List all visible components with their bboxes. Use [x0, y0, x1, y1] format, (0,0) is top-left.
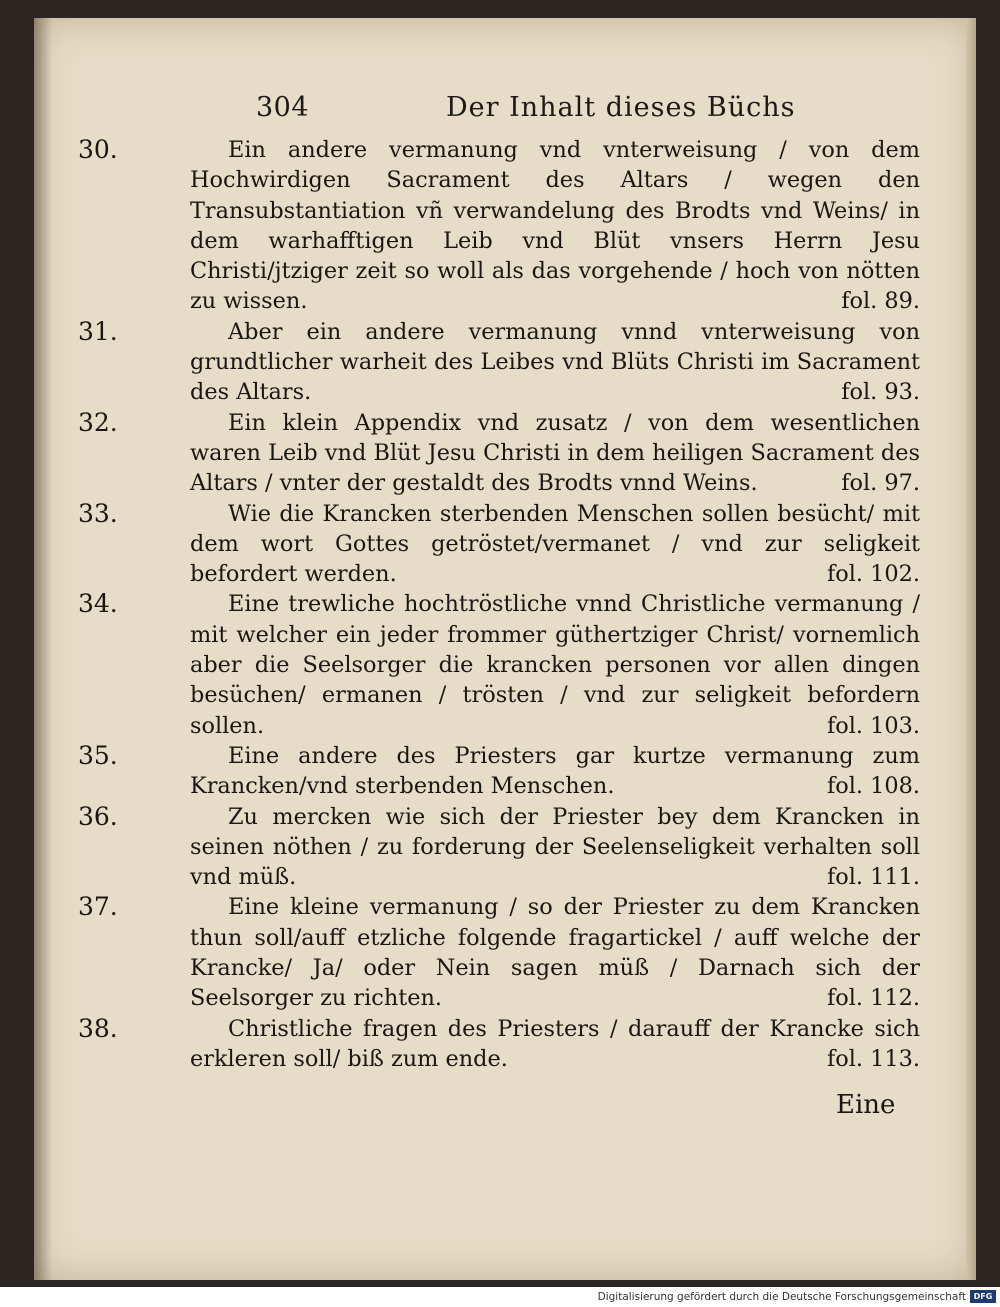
entry-fol: fol. 112.: [817, 985, 920, 1011]
entry-fol: fol. 113.: [817, 1046, 920, 1072]
toc-entry: [78, 498, 920, 590]
page-header: [256, 86, 816, 126]
page-number: 304: [256, 92, 310, 123]
toc-entry: [78, 135, 920, 317]
entry-text: Eine kleine vermanung / so der Priester zu dem Krancken thun soll/auff etzliche folgende fragartickel / auff welche der Krancke/ Ja/ oder Nein sagen müß / Darnach sich der Seelsorger zu richten.: [190, 894, 920, 1012]
entry-text: Wie die Krancken sterbenden Menschen sollen besücht/ mit dem wort Gottes getröstet/vermanet / vnd zur seligkeit befordert werden.: [190, 500, 920, 588]
entry-number: 37.: [78, 892, 118, 922]
entry-number: 38.: [78, 1013, 118, 1043]
entry-number: 34.: [78, 589, 118, 619]
toc-entry: [78, 407, 920, 499]
entry-fol: fol. 111.: [817, 864, 920, 890]
toc-entry: [78, 1013, 920, 1075]
entry-number: 36.: [78, 801, 118, 831]
entry-number: 30.: [78, 135, 118, 164]
gutter-shadow: [34, 18, 52, 1280]
entry-number: 33.: [78, 498, 118, 528]
entry-text: Aber ein andere vermanung vnnd vnterweisung von grundtlicher warheit des Leibes vnd Blüts Christi im Sacrament des Altars.: [190, 318, 920, 406]
entry-text: Zu mercken wie sich der Priester bey dem Krancken in seinen nöthen / zu forderung der Seelenseligkeit verhalten soll vnd müß.: [190, 803, 920, 891]
toc-entry: [78, 316, 920, 408]
entry-text: Ein andere vermanung vnd vnterweisung / von dem Hochwirdigen Sacrament des Altars / wegen den Transubstantiation vñ verwandelung des Brodts vnd Weins/ in dem warhafftigen Leib vnd Blüt vnsers Herrn Jesu Christi/jtziger zeit so woll als das vorgehende / hoch von nötten zu wissen.: [190, 137, 920, 315]
entry-number: 31.: [78, 316, 118, 346]
toc-entry: [78, 589, 920, 740]
page-edge: [966, 18, 976, 1280]
entry-fol: fol. 97.: [831, 470, 920, 496]
entry-fol: fol. 108.: [817, 773, 920, 799]
entry-text: Ein klein Appendix vnd zusatz / von dem wesentlichen waren Leib vnd Blüt Jesu Christi in dem heiligen Sacrament des Altars / vnter der gestaldt des Brodts vnnd Weins.: [190, 409, 920, 497]
running-title: Der Inhalt dieses Büchs: [446, 92, 796, 123]
entry-fol: fol. 93.: [831, 379, 920, 405]
catchword: Eine: [836, 1090, 896, 1120]
footer-credit: Digitalisierung gefördert durch die Deutsche Forschungsgemeinschaft: [597, 1291, 966, 1303]
entry-text: Eine andere des Priesters gar kurtze vermanung zum Krancken/vnd sterbenden Menschen.: [190, 742, 920, 800]
entry-text: Eine trewliche hochtröstliche vnnd Christliche vermanung / mit welcher ein jeder frommer güthertziger Christ/ vornemlich aber die Seelsorger die krancken personen vor allen dingen besüchen/ ermanen / trösten / vnd zur seligkeit befordern sollen.: [190, 591, 920, 739]
entry-fol: fol. 102.: [817, 561, 920, 587]
table-of-contents: [78, 135, 920, 1074]
entry-fol: fol. 89.: [831, 288, 920, 314]
toc-entry: [78, 740, 920, 802]
entry-text: Christliche fragen des Priesters / darauff der Krancke sich erkleren soll/ biß zum ende.: [190, 1015, 920, 1072]
footer-bar: [0, 1287, 1000, 1307]
toc-entry: [78, 892, 920, 1013]
entry-fol: fol. 103.: [817, 713, 920, 739]
dfg-logo-icon: DFG: [970, 1290, 996, 1303]
entry-number: 35.: [78, 740, 118, 770]
toc-entry: [78, 801, 920, 893]
entry-number: 32.: [78, 407, 118, 437]
